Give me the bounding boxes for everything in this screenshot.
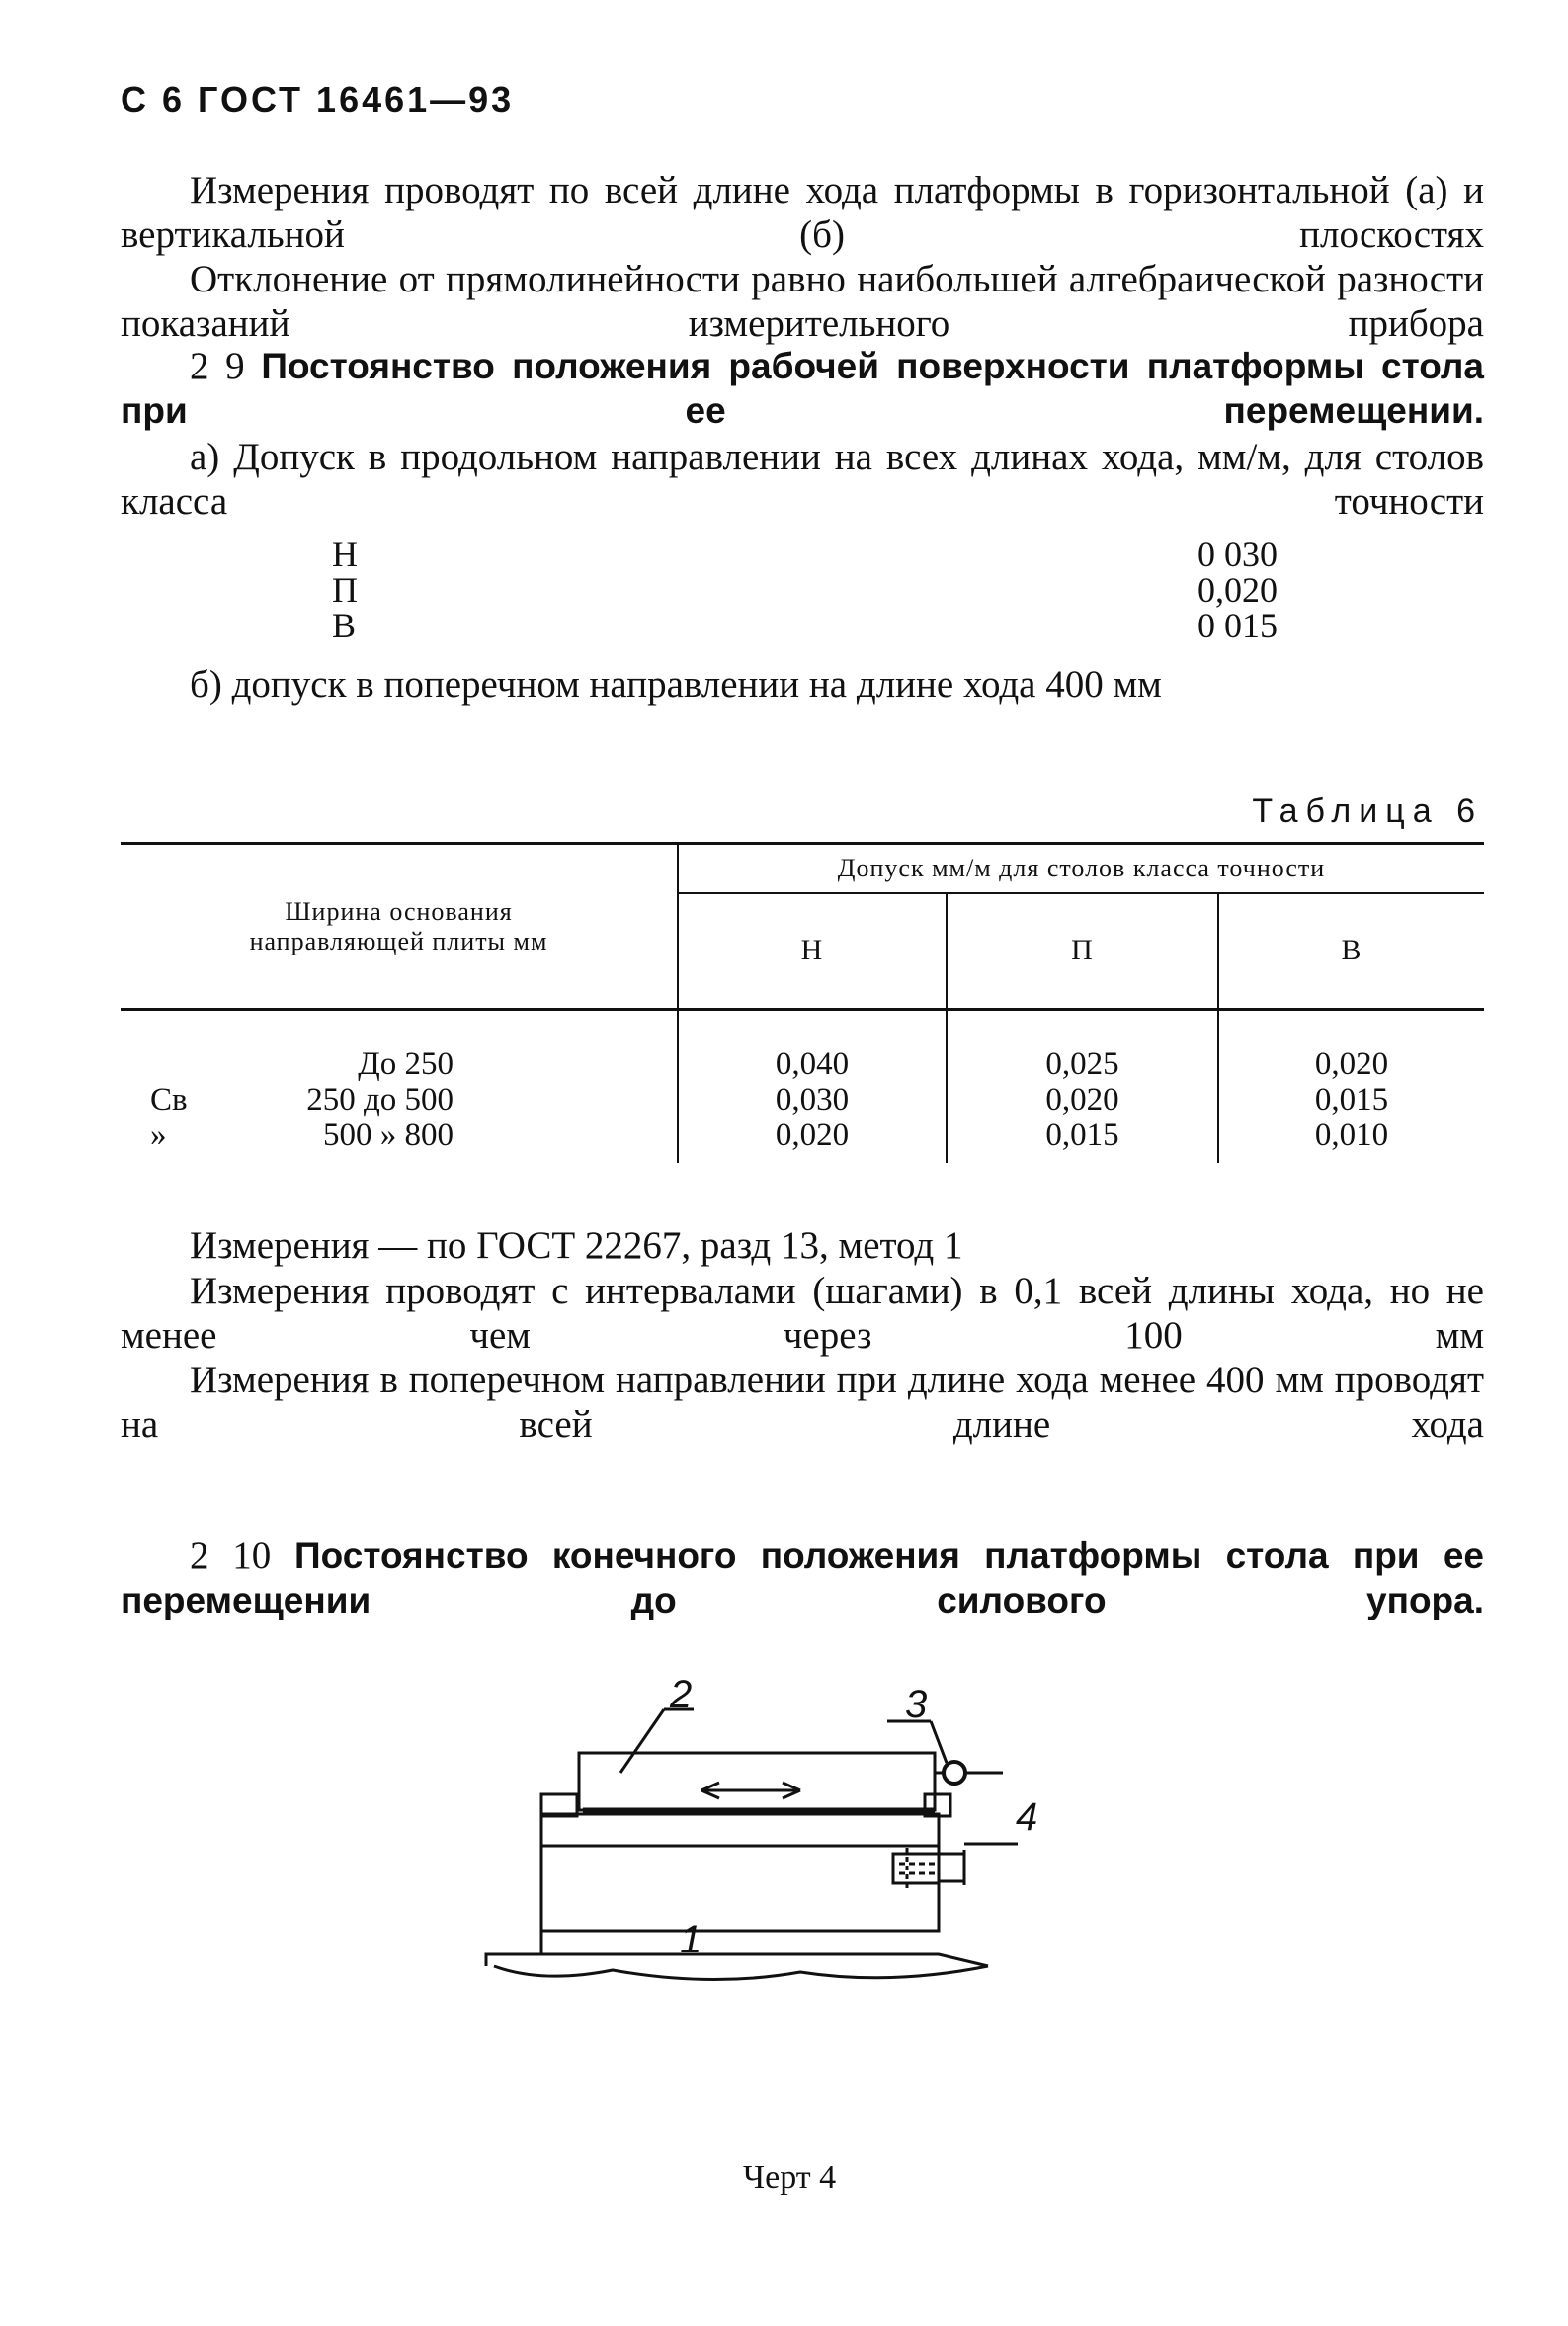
ground-base [486, 1954, 988, 1966]
row-label: До 250 [358, 1046, 454, 1082]
class-value: 0 030 [1197, 535, 1278, 574]
paragraph-method-reference: Измерения — по ГОСТ 22267, разд 13, метод 1 [190, 1224, 963, 1267]
cell-p: 0,025 [947, 1010, 1218, 1083]
class-p-header: П [947, 893, 1218, 1010]
row-label-prefix: » [150, 1118, 167, 1153]
cell-h: 0,020 [678, 1118, 947, 1163]
section-2-10-heading [121, 1534, 1484, 1622]
figure-label-4: 4 [1016, 1795, 1038, 1839]
section-number: 2 9 [190, 345, 245, 387]
section-2-9-heading [121, 344, 1484, 433]
paragraph-tolerance-a: а) Допуск в продольном направлении на всех длинах хода, мм/м, для столов класса точности [121, 436, 1484, 523]
tolerance-group-header: Допуск мм/м для столов класса точности [678, 844, 1484, 893]
cell-h: 0,040 [678, 1010, 947, 1083]
class-label: Н [332, 535, 358, 574]
row-label-prefix: Св [150, 1082, 188, 1118]
cell-p: 0,020 [947, 1082, 1218, 1118]
cell-h: 0,030 [678, 1082, 947, 1118]
section-number: 2 10 [190, 1535, 272, 1577]
paragraph-measurement-step: Измерения проводят с интервалами (шагами) в 0,1 всей длины хода, но не менее чем через 100 мм [121, 1270, 1484, 1357]
figure-label-3: 3 [905, 1683, 928, 1726]
table-row [121, 1118, 1484, 1163]
class-label: В [332, 606, 357, 645]
paragraph-transverse-measurement: Измерения в поперечном направлении при длине хода менее 400 мм проводят на всей длине хода [121, 1359, 1484, 1446]
paragraph-measurement-planes: Измерения проводят по всей длине хода платформы в горизонтальной (а) и вертикальной (б) плоскостях [121, 169, 1484, 256]
base-plate [541, 1814, 939, 1931]
table-caption: Таблица 6 [1252, 792, 1483, 830]
paragraph-tolerance-b: б) допуск в поперечном направлении на длине хода 400 мм [190, 663, 1162, 706]
section-title: Постоянство положения рабочей поверхности платформы стола при ее перемещении. [121, 346, 1485, 431]
section-title: Постоянство конечного положения платформы стола при ее перемещении до силового упора. [121, 1536, 1485, 1620]
running-head: С 6 ГОСТ 16461—93 [121, 79, 515, 120]
figure-label-2: 2 [670, 1673, 693, 1716]
class-v-header: В [1218, 893, 1484, 1010]
platform [579, 1753, 935, 1810]
power-stop [893, 1854, 939, 1883]
dial-indicator [944, 1762, 965, 1784]
class-value: 0,020 [1197, 570, 1278, 610]
table-platform-diagram [474, 1670, 1067, 2006]
class-label: П [332, 570, 358, 610]
cell-v: 0,020 [1314, 1046, 1389, 1082]
tolerance-table [121, 842, 1484, 1163]
cell-v: 0,010 [1314, 1118, 1389, 1153]
width-column-header: Ширина основания направляющей плиты мм [121, 844, 678, 1010]
class-h-header: Н [678, 893, 947, 1010]
paragraph-straightness-deviation: Отклонение от прямолинейности равно наибольшей алгебраической разности показаний измерительного прибора [121, 258, 1484, 345]
row-label: 500 » 800 [323, 1118, 454, 1153]
figure-caption: Черт 4 [743, 2159, 837, 2196]
table-row [121, 1082, 1484, 1118]
table-row [121, 1010, 1484, 1083]
cell-v: 0,015 [1314, 1082, 1389, 1118]
figure-label-1: 1 [680, 1918, 702, 1961]
class-value: 0 015 [1197, 606, 1278, 645]
cell-p: 0,015 [947, 1118, 1218, 1163]
row-label: 250 до 500 [306, 1082, 454, 1118]
